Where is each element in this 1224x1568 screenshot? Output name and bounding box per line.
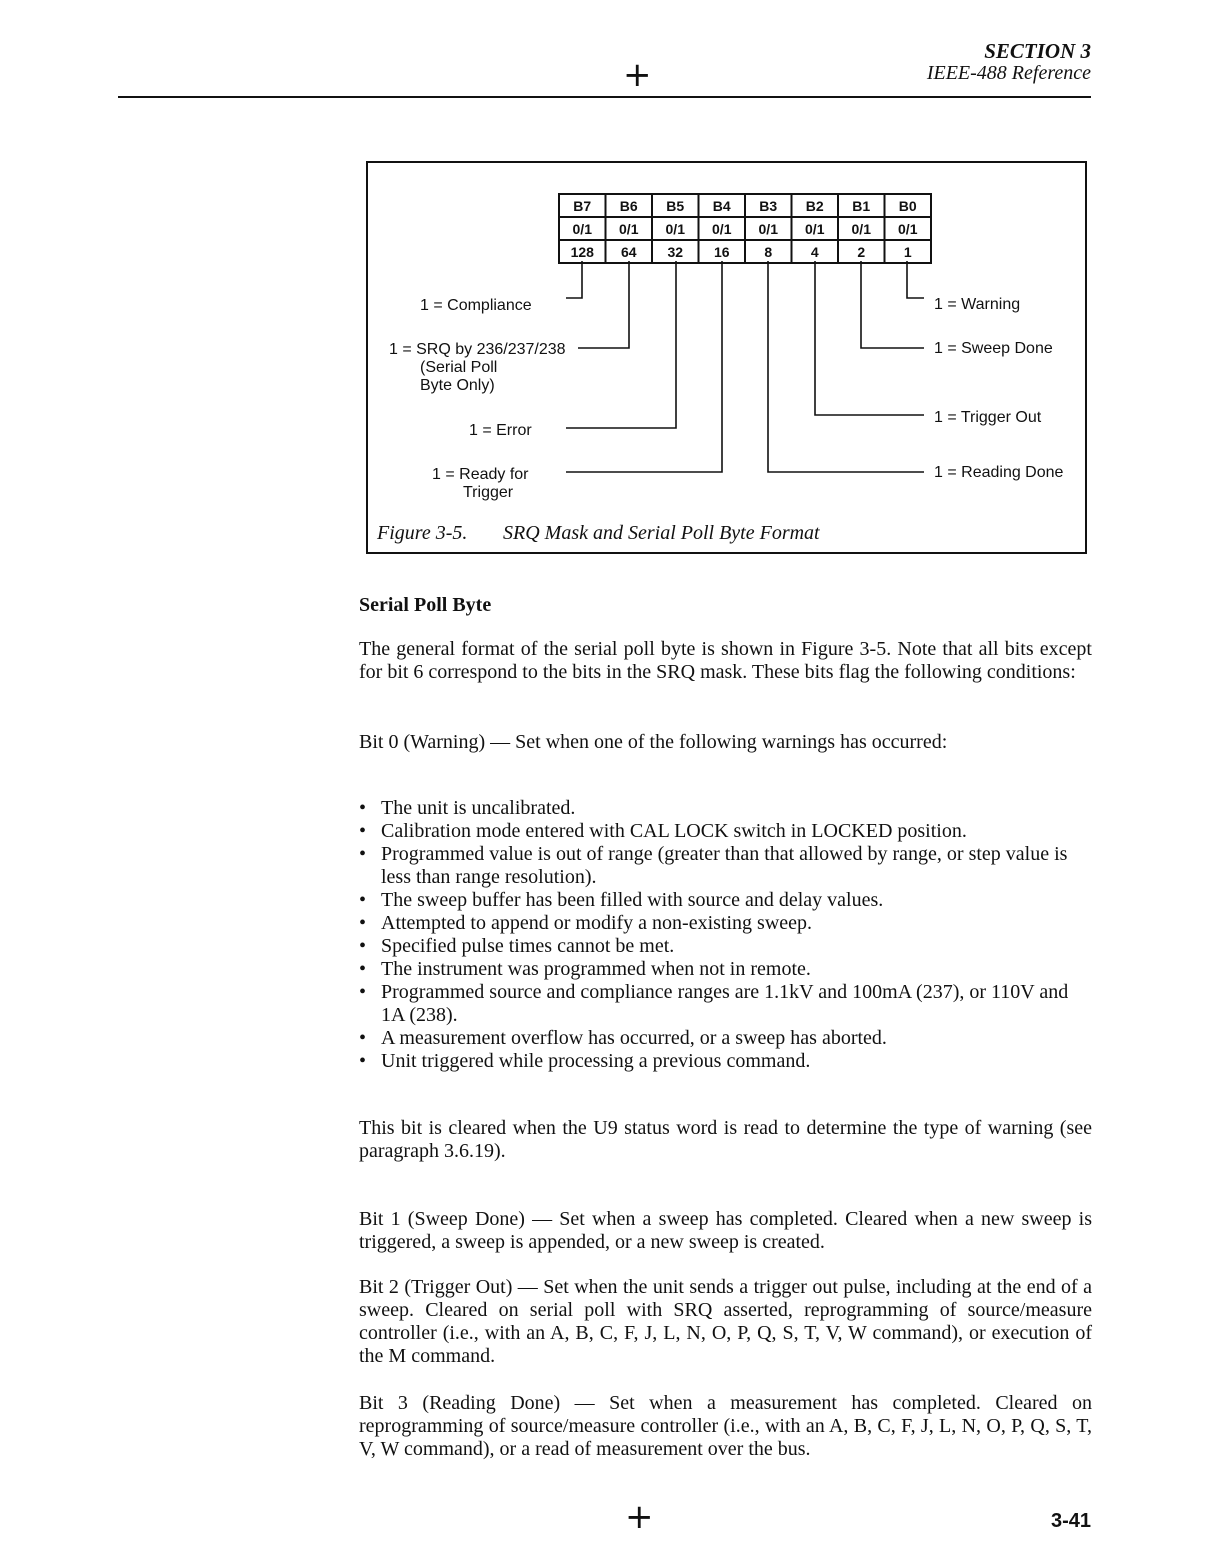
bit-state: 0/1 bbox=[805, 221, 825, 237]
label-ready-for: 1 = Ready for bbox=[432, 466, 529, 483]
bit-weight: 4 bbox=[810, 244, 819, 260]
bit-state: 0/1 bbox=[572, 221, 592, 237]
bit3-paragraph: Bit 3 (Reading Done) — Set when a measurement has completed. Cleared on reprogramming of source/measure controller (i.e., with an A, B, C, F, J, L, N, O, P, Q, S, T, V, W command), or a read of measurement over the bus. bbox=[359, 1392, 1092, 1460]
bit1-paragraph: Bit 1 (Sweep Done) — Set when a sweep has completed. Cleared when a new sweep is triggered, a sweep is appended, or a new sweep is created. bbox=[359, 1208, 1092, 1253]
section-heading: Serial Poll Byte bbox=[359, 594, 492, 616]
cleared-paragraph: This bit is cleared when the U9 status word is read to determine the type of warning (see paragraph 3.6.19). bbox=[359, 1117, 1092, 1162]
list-item: • Calibration mode entered with CAL LOCK switch in LOCKED position. bbox=[359, 820, 1092, 843]
bit-state: 0/1 bbox=[712, 221, 732, 237]
connector-b7 bbox=[566, 261, 582, 298]
connector-b1 bbox=[861, 261, 924, 348]
bit2-paragraph: Bit 2 (Trigger Out) — Set when the unit sends a trigger out pulse, including at the end of a sweep. Cleared on serial poll with SRQ asserted, reprogramming of source/measure controller (i.e., with an A, B, C, F, J, L, N, O, P, Q, S, T, V, W command), or execution of the M command. bbox=[359, 1276, 1092, 1367]
list-item: • The sweep buffer has been filled with source and delay values. bbox=[359, 889, 1092, 912]
bit-name: B3 bbox=[759, 198, 778, 214]
list-item: • Programmed source and compliance ranges are 1.1kV and 100mA (237), or 110V and 1A (238). bbox=[359, 981, 1092, 1027]
intro-paragraph: The general format of the serial poll byte is shown in Figure 3-5. Note that all bits except for bit 6 correspond to the bits in the SRQ mask. These bits flag the following conditions: bbox=[359, 638, 1092, 683]
bit-name: B1 bbox=[852, 198, 871, 214]
figure-number: Figure 3-5. bbox=[377, 522, 468, 544]
label-trigger: Trigger bbox=[463, 484, 514, 501]
figure-caption bbox=[377, 522, 820, 545]
list-item: • Specified pulse times cannot be met. bbox=[359, 935, 1092, 958]
list-item: • Programmed value is out of range (greater than that allowed by range, or step value is less than range resolution). bbox=[359, 843, 1092, 889]
bit-weight: 8 bbox=[764, 244, 773, 260]
list-item: • Unit triggered while processing a previous command. bbox=[359, 1050, 1092, 1073]
connector-b0 bbox=[907, 261, 924, 298]
warning-list bbox=[359, 797, 1092, 1073]
bit-name: B0 bbox=[898, 198, 917, 214]
bit-weight: 64 bbox=[620, 244, 637, 260]
bit-name: B6 bbox=[619, 198, 638, 214]
label-error: 1 = Error bbox=[469, 422, 532, 439]
bit-name: B4 bbox=[712, 198, 731, 214]
connector-b4 bbox=[566, 261, 722, 472]
bit0-paragraph: Bit 0 (Warning) — Set when one of the following warnings has occurred: bbox=[359, 731, 948, 753]
figure-title: SRQ Mask and Serial Poll Byte Format bbox=[503, 522, 820, 544]
bit-weight: 32 bbox=[667, 244, 684, 260]
bit-state: 0/1 bbox=[665, 221, 685, 237]
label-compliance: 1 = Compliance bbox=[420, 297, 532, 314]
registration-mark-bottom: + bbox=[625, 1497, 654, 1537]
connector-b6 bbox=[578, 261, 629, 348]
bit-state: 0/1 bbox=[619, 221, 639, 237]
list-item: • The instrument was programmed when not in remote. bbox=[359, 958, 1092, 981]
label-trigger-out: 1 = Trigger Out bbox=[934, 409, 1042, 426]
bit-state: 0/1 bbox=[851, 221, 871, 237]
label-warning: 1 = Warning bbox=[934, 296, 1021, 313]
bit-weight: 2 bbox=[857, 244, 866, 260]
connector-b3 bbox=[768, 261, 924, 472]
label-srq-note-2: Byte Only) bbox=[420, 377, 495, 394]
label-srq: 1 = SRQ by 236/237/238 bbox=[389, 341, 566, 358]
label-reading-done: 1 = Reading Done bbox=[934, 464, 1064, 481]
bit-state: 0/1 bbox=[758, 221, 778, 237]
bit-diagram bbox=[0, 0, 1224, 600]
bit-name: B5 bbox=[666, 198, 685, 214]
page-number: 3-41 bbox=[1050, 1510, 1091, 1532]
section-reference: IEEE-488 Reference bbox=[926, 62, 1091, 84]
list-item: • The unit is uncalibrated. bbox=[359, 797, 1092, 820]
list-item: • Attempted to append or modify a non-existing sweep. bbox=[359, 912, 1092, 935]
label-srq-note-1: (Serial Poll bbox=[420, 359, 498, 376]
bit-weight: 128 bbox=[570, 244, 594, 260]
bit-name: B7 bbox=[573, 198, 592, 214]
list-item: • A measurement overflow has occurred, or a sweep has aborted. bbox=[359, 1027, 1092, 1050]
bit-weight: 1 bbox=[903, 244, 912, 260]
bit-weight: 16 bbox=[713, 244, 730, 260]
label-sweep-done: 1 = Sweep Done bbox=[934, 340, 1053, 357]
bit-state: 0/1 bbox=[898, 221, 918, 237]
bit-name: B2 bbox=[805, 198, 824, 214]
section-label: SECTION 3 bbox=[984, 39, 1091, 63]
registration-mark: + bbox=[623, 55, 652, 95]
